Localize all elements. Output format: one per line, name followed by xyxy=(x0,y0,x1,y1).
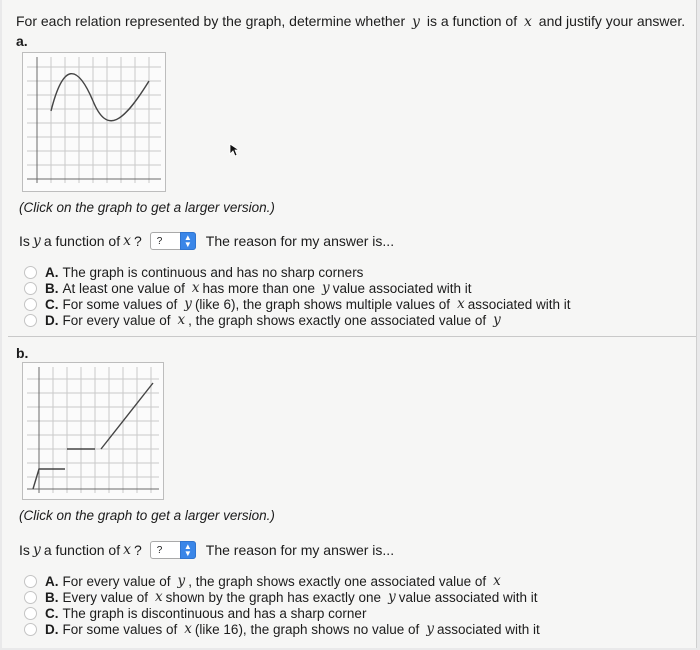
radio-button[interactable] xyxy=(24,282,37,295)
option-key: C. xyxy=(45,296,59,312)
radio-button[interactable] xyxy=(24,607,37,620)
option-text: associated with it xyxy=(467,296,571,312)
option-variable: x xyxy=(457,296,465,312)
option-key: D. xyxy=(45,312,59,328)
option-variable: y xyxy=(426,621,434,637)
question-b-var-y: y xyxy=(32,542,41,558)
option-text: The graph is discontinuous and has a sharp corner xyxy=(62,605,367,621)
option-variable: y xyxy=(177,573,186,589)
question-a-middle: a function of xyxy=(43,233,121,249)
radio-button[interactable] xyxy=(24,298,37,311)
question-a-prefix: Is xyxy=(19,233,30,249)
prompt-var-y: y xyxy=(412,14,420,30)
option-key: B. xyxy=(45,589,59,605)
option-key: A. xyxy=(45,264,59,280)
option-key: B. xyxy=(45,280,59,296)
graph-b-plot xyxy=(23,363,163,499)
answer-option[interactable] xyxy=(24,621,544,637)
option-text: (like 6), the graph shows multiple values of xyxy=(194,296,451,312)
prompt-text-1: For each relation represented by the graph, determine whether xyxy=(16,13,406,29)
radio-button[interactable] xyxy=(24,591,37,604)
option-text: value associated with it xyxy=(398,589,538,605)
option-text: For some values of xyxy=(62,296,178,312)
option-text: , the graph shows exactly one associated value of xyxy=(188,312,487,328)
option-text: For every value of xyxy=(62,312,171,328)
radio-button[interactable] xyxy=(24,575,37,588)
answer-option[interactable] xyxy=(24,605,544,621)
option-text: (like 16), the graph shows no value of xyxy=(194,621,420,637)
reason-a-text: The reason for my answer is... xyxy=(205,233,395,249)
prompt-text-2: is a function of xyxy=(426,13,518,29)
option-key: A. xyxy=(45,573,59,589)
part-a-label: a. xyxy=(16,33,28,49)
question-a-suffix: ? xyxy=(134,233,142,249)
option-text: At least one value of xyxy=(62,280,185,296)
option-key: D. xyxy=(45,621,59,637)
graph-b-caption: (Click on the graph to get a larger version.) xyxy=(19,508,275,523)
reason-b-text: The reason for my answer is... xyxy=(205,542,395,558)
answer-option[interactable] xyxy=(24,264,575,280)
radio-button[interactable] xyxy=(24,314,37,327)
prompt-var-x: x xyxy=(524,14,532,30)
option-text: shown by the graph has exactly one xyxy=(165,589,382,605)
section-divider xyxy=(8,336,696,337)
option-text: value associated with it xyxy=(332,280,472,296)
answer-a-select-value: ? xyxy=(156,235,163,247)
options-b xyxy=(24,573,544,637)
question-a-var-x: x xyxy=(123,233,131,249)
mouse-pointer-icon xyxy=(229,143,241,157)
answer-b-select-value: ? xyxy=(156,544,163,556)
part-b-label: b. xyxy=(16,345,29,361)
problem-prompt xyxy=(16,13,685,30)
question-b xyxy=(19,541,394,559)
option-variable: x xyxy=(184,621,192,637)
graph-a[interactable] xyxy=(22,52,166,192)
option-variable: y xyxy=(322,280,330,296)
graph-a-caption: (Click on the graph to get a larger version.) xyxy=(19,200,275,215)
option-variable: x xyxy=(155,589,163,605)
prompt-text-3: and justify your answer. xyxy=(538,13,686,29)
option-variable: y xyxy=(184,296,192,312)
option-text: has more than one xyxy=(202,280,316,296)
options-a xyxy=(24,264,575,328)
question-b-prefix: Is xyxy=(19,542,30,558)
graph-a-plot xyxy=(23,53,165,191)
answer-option[interactable] xyxy=(24,589,544,605)
answer-option[interactable] xyxy=(24,296,575,312)
option-variable: x xyxy=(191,280,200,296)
question-a-var-y: y xyxy=(32,233,41,249)
option-text: For some values of xyxy=(62,621,178,637)
option-variable: x xyxy=(493,573,501,589)
option-key: C. xyxy=(45,605,59,621)
option-text: The graph is continuous and has no sharp corners xyxy=(62,264,364,280)
answer-a-select[interactable] xyxy=(150,232,196,250)
option-text: Every value of xyxy=(62,589,149,605)
option-variable: y xyxy=(493,312,501,328)
question-b-middle: a function of xyxy=(43,542,121,558)
answer-option[interactable] xyxy=(24,573,544,589)
homework-sheet xyxy=(2,0,697,648)
answer-option[interactable] xyxy=(24,312,575,328)
radio-button[interactable] xyxy=(24,266,37,279)
question-a xyxy=(19,232,394,250)
option-text: , the graph shows exactly one associated value of xyxy=(188,573,487,589)
option-text: For every value of xyxy=(62,573,171,589)
question-b-suffix: ? xyxy=(134,542,142,558)
answer-b-select[interactable] xyxy=(150,541,196,559)
option-variable: y xyxy=(388,589,396,605)
option-text: associated with it xyxy=(436,621,540,637)
radio-button[interactable] xyxy=(24,623,37,636)
answer-option[interactable] xyxy=(24,280,575,296)
updown-chevron-icon: ▲ ▼ xyxy=(180,541,196,559)
graph-b[interactable] xyxy=(22,362,164,500)
question-b-var-x: x xyxy=(123,542,131,558)
updown-chevron-icon: ▲ ▼ xyxy=(180,232,196,250)
option-variable: x xyxy=(177,312,186,328)
